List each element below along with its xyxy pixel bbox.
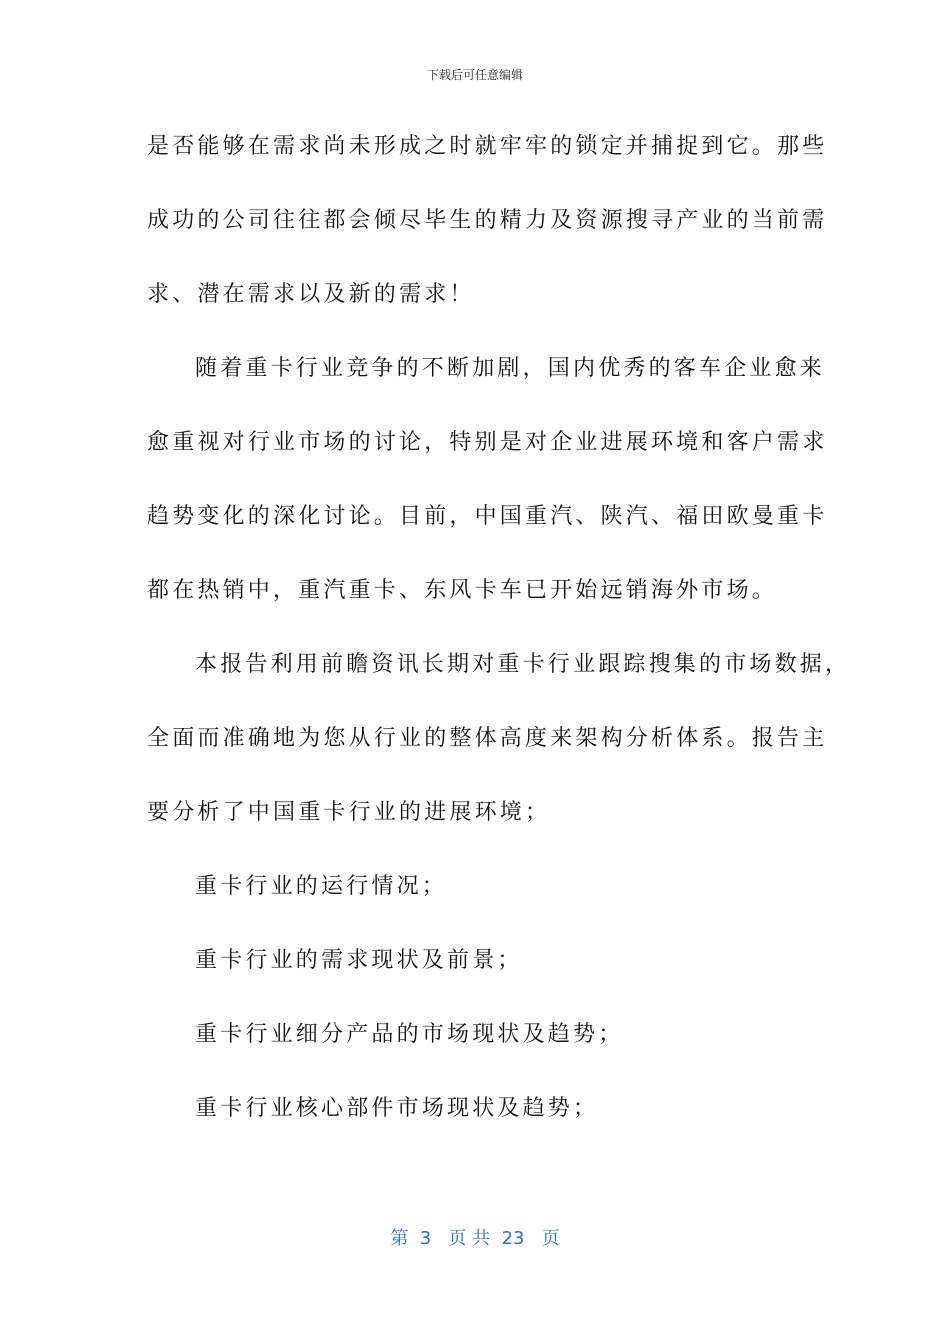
text-line: 全面而准确地为您从行业的整体高度来架构分析体系。报告主 (147, 726, 828, 751)
text-line: 要分析了中国重卡行业的进展环境； (147, 800, 551, 825)
text-line: 成功的公司往往都会倾尽毕生的精力及资源搜寻产业的当前需 (147, 208, 828, 233)
text-line: 趋势变化的深化讨论。目前，中国重汽、陕汽、福田欧曼重卡 (147, 504, 828, 529)
paragraph-start-line: 随着重卡行业竞争的不断加剧，国内优秀的客车企业愈来 (195, 356, 826, 381)
list-item-line: 重卡行业的运行情况； (195, 874, 448, 899)
paragraph-start-line: 本报告利用前瞻资讯长期对重卡行业跟踪搜集的市场数据， (195, 652, 851, 677)
page-number-footer: 第 3 页 共 23 页 (390, 1228, 560, 1249)
list-item-line: 重卡行业细分产品的市场现状及趋势； (195, 1022, 624, 1047)
list-item-line: 重卡行业核心部件市场现状及趋势； (195, 1096, 599, 1121)
document-body (147, 120, 851, 1156)
text-line: 求、潜在需求以及新的需求！ (147, 282, 475, 307)
page-header: 下载后可任意编辑 (426, 68, 523, 82)
text-line: 是否能够在需求尚未形成之时就牢牢的锁定并捕捉到它。那些 (147, 134, 828, 159)
text-line: 都在热销中，重汽重卡、东风卡车已开始远销海外市场。 (147, 578, 778, 603)
list-item-line: 重卡行业的需求现状及前景； (195, 948, 523, 973)
text-line: 愈重视对行业市场的讨论，特别是对企业进展环境和客户需求 (147, 430, 828, 455)
